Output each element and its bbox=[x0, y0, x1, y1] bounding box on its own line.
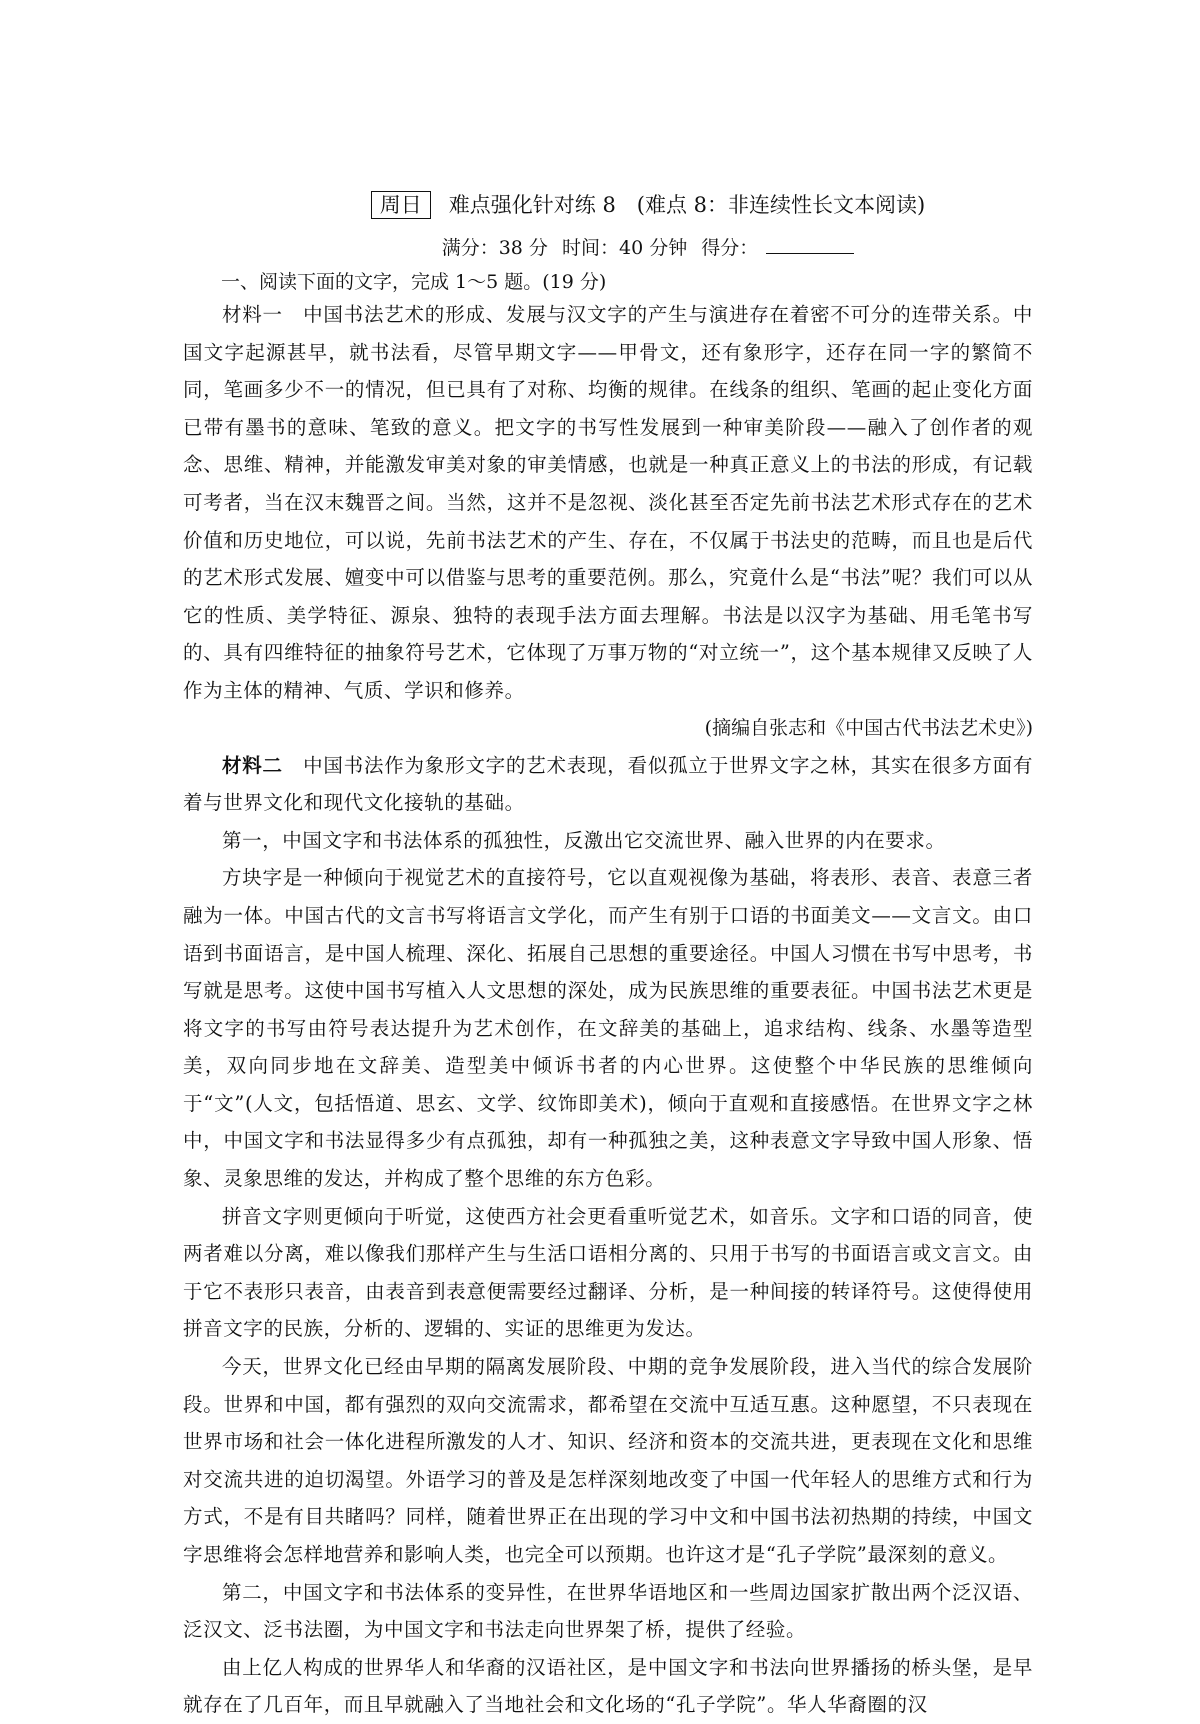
material-two-paragraph: 第二，中国文字和书法体系的变异性，在世界华语地区和一些周边国家扩散出两个泛汉语、泛汉文、泛书法圈，为中国文字和书法走向世界架了桥，提供了经验。 bbox=[183, 1580, 1033, 1642]
document-page bbox=[183, 190, 1033, 1724]
material-two-paragraph: 方块字是一种倾向于视觉艺术的直接符号，它以直观视像为基础，将表形、表音、表意三者融为一体。中国古代的文言书写将语言文学化，而产生有别于口语的书面美文——文言文。由口语到书面语言，是中国人梳理、深化、拓展自己思想的重要途径。中国人习惯在书写中思考，书写就是思考。这使中国书写植入人文思想的深处，成为民族思维的重要表征。中国书法艺术更是将文字的书写由符号表达提升为艺术创作，在文辞美的基础上，追求结构、线条、水墨等造型美，双向同步地在文辞美、造型美中倾诉书者的内心世界。这使整个中华民族的思维倾向于“文”(人文，包括悟道、思玄、文学、纹饰即美术)，倾向于直观和直接感悟。在世界文字之林中，中国文字和书法显得多少有点孤独，却有一种孤独之美，这种表意文字导致中国人形象、悟象、灵象思维的发达，并构成了整个思维的东方色彩。 bbox=[183, 866, 1033, 1191]
material-one-paragraph bbox=[183, 296, 1033, 710]
score-blank[interactable] bbox=[766, 235, 854, 254]
section-heading: 一、阅读下面的文字，完成 1～5 题。(19 分) bbox=[221, 271, 607, 293]
material-two-paragraph: 今天，世界文化已经由早期的隔离发展阶段、中期的竞争发展阶段，进入当代的综合发展阶段。世界和中国，都有强烈的双向交流需求，都希望在交流中互适互惠。这种愿望，不只表现在世界市场和社会一体化进程所激发的人才、知识、经济和资本的交流共进，更表现在文化和思维对交流共进的迫切渴望。外语学习的普及是怎样深刻地改变了中国一代年轻人的思维方式和行为方式，不是有目共睹吗？同样，随着世界正在出现的学习中文和中国书法初热期的持续，中国文字思维将会怎样地营养和影响人类，也完全可以预期。也许这才是“孔子学院”最深刻的意义。 bbox=[183, 1355, 1033, 1566]
material-two-paragraph: 拼音文字则更倾向于听觉，这使西方社会更看重听觉艺术，如音乐。文字和口语的同音，使两者难以分离，难以像我们那样产生与生活口语相分离的、只用于书写的书面语言或文言文。由于它不表形只表音，由表音到表意便需要经过翻译、分析，是一种间接的转译符号。这使得使用拼音文字的民族，分析的、逻辑的、实证的思维更为发达。 bbox=[183, 1204, 1033, 1341]
page-title: 难点强化针对练 8 (难点 8：非连续性长文本阅读) bbox=[448, 193, 926, 217]
score-line bbox=[183, 234, 1033, 262]
full-score: 满分：38 分 bbox=[441, 237, 548, 259]
material-two-intro bbox=[183, 747, 1033, 822]
material-one-text: 中国书法艺术的形成、发展与汉文字的产生与演进存在着密不可分的连带关系。中国文字起源甚早，就书法看，尽管早期文字——甲骨文，还有象形字，还存在同一字的繁简不同，笔画多少不一的情况，但已具有了对称、均衡的规律。在线条的组织、笔画的起止变化方面已带有墨书的意味、笔致的意义。把文字的书写性发展到一种审美阶段——融入了创作者的观念、思维、精神，并能激发审美对象的审美情感，也就是一种真正意义上的书法的形成，有记载可考者，当在汉末魏晋之间。当然，这并不是忽视、淡化甚至否定先前书法艺术形式存在的艺术价值和历史地位，可以说，先前书法艺术的产生、存在，不仅属于书法史的范畴，而且也是后代的艺术形式发展、嬗变中可以借鉴与思考的重要范例。那么，究竟什么是“书法”呢？我们可以从它的性质、美学特征、源泉、独特的表现手法方面去理解。书法是以汉字为基础、用毛笔书写的、具有四维特征的抽象符号艺术，它体现了万事万物的“对立统一”，这个基本规律又反映了人作为主体的精神、气质、学识和修养。 bbox=[183, 303, 1033, 702]
material-one-label: 材料一 bbox=[222, 303, 283, 326]
material-two-paragraph: 第一，中国文字和书法体系的孤独性，反激出它交流世界、融入世界的内在要求。 bbox=[222, 828, 946, 852]
material-two-paragraph: 由上亿人构成的世界华人和华裔的汉语社区，是中国文字和书法向世界播扬的桥头堡，是早就存在了几百年，而且早就融入了当地社会和文化场的“孔子学院”。华人华裔圈的汉 bbox=[183, 1655, 1033, 1717]
material-two-label: 材料二 bbox=[222, 753, 283, 777]
material-two-intro-text: 中国书法作为象形文字的艺术表现，看似孤立于世界文字之林，其实在很多方面有着与世界文化和现代文化接轨的基础。 bbox=[183, 753, 1033, 815]
time-limit: 时间：40 分钟 bbox=[561, 237, 688, 259]
day-label-box: 周日 bbox=[371, 191, 431, 219]
score-label: 得分： bbox=[701, 237, 759, 259]
material-one-source: (摘编自张志和《中国古代书法艺术史》) bbox=[704, 716, 1033, 739]
title-row bbox=[183, 190, 1033, 220]
